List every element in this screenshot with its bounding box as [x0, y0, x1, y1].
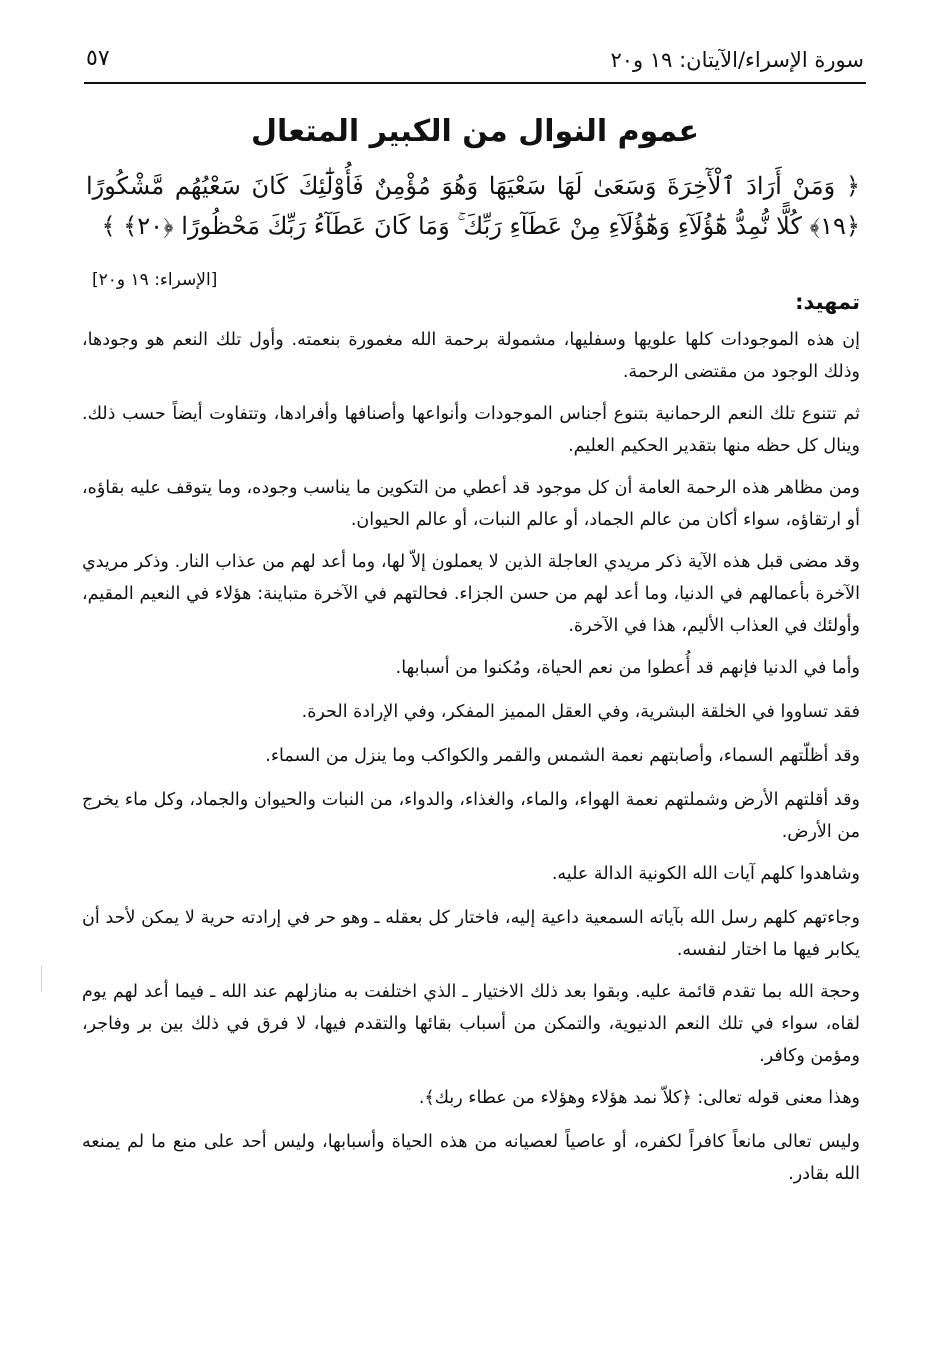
paragraph: وشاهدوا كلهم آيات الله الكونية الدالة عليه.	[551, 864, 860, 884]
paragraph: ومن مظاهر هذه الرحمة العامة أن كل موجود قد أعطي من التكوين ما يناسب وجوده، وما يتوقف عليه بقاؤه، أو ارتقاؤه، سواء أكان من عالم الجماد، أو عالم النبات، أو عالم الحيوان.	[82, 478, 860, 530]
page-number: ٥٧	[86, 46, 110, 71]
paragraph: وأما في الدنيا فإنهم قد أُعطوا من نعم الحياة، ومُكنوا من أسبابها.	[395, 658, 860, 678]
header-title: سورة الإسراء/الآيتان: ١٩ و٢٠	[610, 48, 864, 72]
paragraph: إن هذه الموجودات كلها علويها وسفليها، مشمولة برحمة الله مغمورة بنعمته. وأول تلك النعم هو وجودها، وذلك الوجود من مقتضى الرحمة.	[82, 330, 860, 382]
body-text	[82, 324, 860, 1200]
quran-verse: ﴿ وَمَنْ أَرَادَ ٱلْأٓخِرَةَ وَسَعَىٰ لَهَا سَعْيَهَا وَهُوَ مُؤْمِنٌ فَأُوْلَٰٓئِكَ كَانَ سَعْيُهُم مَّشْكُورًا ﴿١٩﴾ كُلًّا نُّمِدُّ هَٰٓؤُلَآءِ وَهَٰٓؤُلَآءِ مِنْ عَطَآءِ رَبِّكَ ۚ وَمَا كَانَ عَطَآءُ رَبِّكَ مَحْظُورًا ﴿٢٠﴾ ﴾	[86, 172, 860, 240]
paragraph: وحجة الله بما تقدم قائمة عليه. وبقوا بعد ذلك الاختيار ـ الذي اختلفت به منازلهم عند الله ـ فيما أعد لهم يوم لقاه، سواء في تلك النعم الدنيوية، والتمكن من أسباب بقائها والتقدم فيها، لا فرق في ذلك بين بر وفاجر، ومؤمن وكافر.	[82, 982, 860, 1066]
paragraph: وقد مضى قبل هذه الآية ذكر مريدي العاجلة الذين لا يعملون إلاّ لها، وما أعد لهم من عذاب النار. وذكر مريدي الآخرة بأعمالهم في الدنيا، وما أعد لهم من حسن الجزاء. فحالتهم في الآخرة متباينة: هؤلاء في النعيم المقيم، وأولئك في العذاب الأليم، هذا في الآخرة.	[82, 552, 860, 636]
paragraph: وليس تعالى مانعاً كافراً لكفره، أو عاصياً لعصيانه من هذه الحياة وأسبابها، وليس أحد على منع ما لم يمنعه الله بقادر.	[82, 1132, 860, 1184]
intro-heading: تمهيد:	[795, 290, 860, 314]
paragraph: وقد أظلّتهم السماء، وأصابتهم نعمة الشمس والقمر والكواكب وما ينزل من السماء.	[265, 746, 860, 766]
paragraph: وقد أقلتهم الأرض وشملتهم نعمة الهواء، والماء، والغذاء، والدواء، من النبات والحيوان والجماد، وكل ماء يخرج من الأرض.	[82, 790, 860, 842]
verse-reference: [الإسراء: ١٩ و٢٠]	[92, 270, 218, 290]
running-header	[86, 44, 864, 78]
header-rule	[84, 82, 866, 84]
margin-mark	[41, 966, 42, 992]
paragraph: وهذا معنى قوله تعالى: ﴿كلاّ نمد هؤلاء وهؤلاء من عطاء ربك﴾.	[418, 1088, 860, 1108]
paragraph: ثم تتنوع تلك النعم الرحمانية بتنوع أجناس الموجودات وأنواعها وأصنافها وأفرادها، وتتفاوت أيضاً حسب ذلك. وينال كل حظه منها بتقدير الحكيم العليم.	[82, 404, 860, 456]
paragraph: فقد تساووا في الخلقة البشرية، وفي العقل المميز المفكر، وفي الإرادة الحرة.	[301, 702, 860, 722]
paragraph: وجاءتهم كلهم رسل الله بآياته السمعية داعية إليه، فاختار كل بعقله ـ وهو حر في إرادته حرية لا يمكن لأحد أن يكابر فيها ما اختار لنفسه.	[82, 908, 860, 960]
section-title: عموم النوال من الكبير المتعال	[251, 114, 699, 149]
